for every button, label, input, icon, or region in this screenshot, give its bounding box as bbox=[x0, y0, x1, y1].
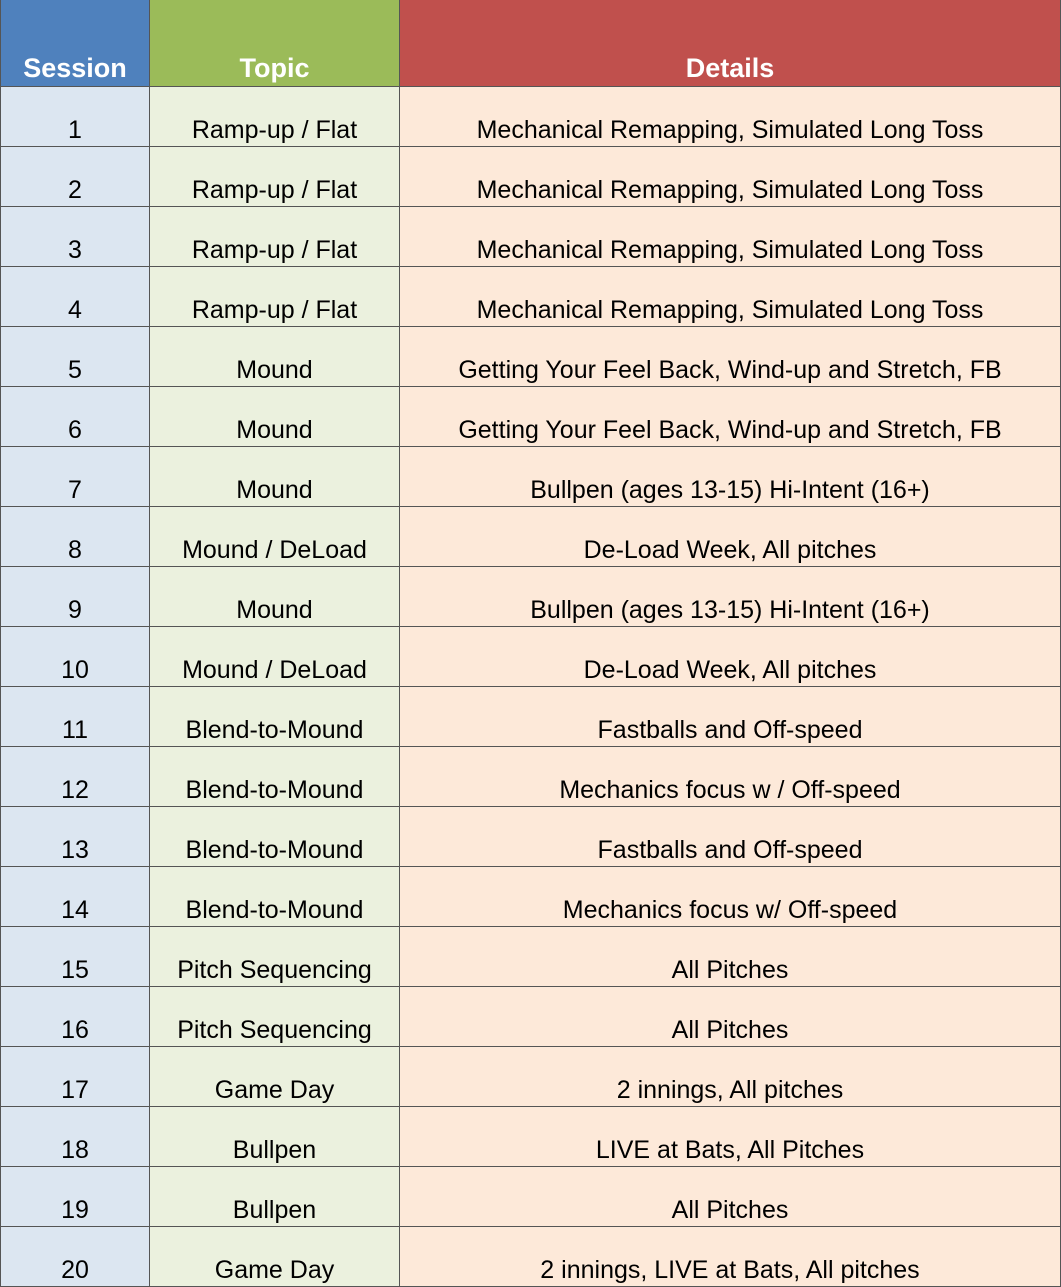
topic-cell: Mound bbox=[150, 327, 400, 387]
topic-cell: Pitch Sequencing bbox=[150, 927, 400, 987]
session-cell: 11 bbox=[1, 687, 150, 747]
details-cell: Fastballs and Off-speed bbox=[400, 687, 1061, 747]
details-cell: All Pitches bbox=[400, 927, 1061, 987]
topic-cell: Mound bbox=[150, 567, 400, 627]
table-row bbox=[1, 867, 1061, 927]
table-body bbox=[1, 87, 1061, 1287]
details-cell: 2 innings, LIVE at Bats, All pitches bbox=[400, 1227, 1061, 1287]
topic-cell: Blend-to-Mound bbox=[150, 687, 400, 747]
session-cell: 15 bbox=[1, 927, 150, 987]
table-row bbox=[1, 87, 1061, 147]
details-cell: Getting Your Feel Back, Wind-up and Stretch, FB bbox=[400, 327, 1061, 387]
session-cell: 5 bbox=[1, 327, 150, 387]
table-row bbox=[1, 807, 1061, 867]
table-row bbox=[1, 147, 1061, 207]
session-cell: 3 bbox=[1, 207, 150, 267]
topic-cell: Blend-to-Mound bbox=[150, 867, 400, 927]
topic-cell: Blend-to-Mound bbox=[150, 807, 400, 867]
topic-cell: Mound / DeLoad bbox=[150, 627, 400, 687]
details-cell: Mechanics focus w/ Off-speed bbox=[400, 867, 1061, 927]
table-row bbox=[1, 627, 1061, 687]
topic-cell: Bullpen bbox=[150, 1107, 400, 1167]
table-row bbox=[1, 987, 1061, 1047]
details-cell: Mechanical Remapping, Simulated Long Toss bbox=[400, 147, 1061, 207]
table-row bbox=[1, 207, 1061, 267]
table-header bbox=[1, 0, 1061, 87]
session-cell: 4 bbox=[1, 267, 150, 327]
topic-cell: Pitch Sequencing bbox=[150, 987, 400, 1047]
table-row bbox=[1, 327, 1061, 387]
details-cell: LIVE at Bats, All Pitches bbox=[400, 1107, 1061, 1167]
session-cell: 18 bbox=[1, 1107, 150, 1167]
details-cell: All Pitches bbox=[400, 987, 1061, 1047]
table-row bbox=[1, 927, 1061, 987]
topic-cell: Ramp-up / Flat bbox=[150, 147, 400, 207]
details-cell: Bullpen (ages 13-15) Hi-Intent (16+) bbox=[400, 567, 1061, 627]
topic-cell: Mound / DeLoad bbox=[150, 507, 400, 567]
table-row bbox=[1, 387, 1061, 447]
session-cell: 20 bbox=[1, 1227, 150, 1287]
session-cell: 10 bbox=[1, 627, 150, 687]
table-row bbox=[1, 687, 1061, 747]
details-cell: De-Load Week, All pitches bbox=[400, 627, 1061, 687]
details-cell: Mechanical Remapping, Simulated Long Toss bbox=[400, 207, 1061, 267]
session-cell: 9 bbox=[1, 567, 150, 627]
details-cell: All Pitches bbox=[400, 1167, 1061, 1227]
details-column-header: Details bbox=[400, 0, 1061, 87]
topic-cell: Mound bbox=[150, 447, 400, 507]
details-cell: 2 innings, All pitches bbox=[400, 1047, 1061, 1107]
details-cell: Bullpen (ages 13-15) Hi-Intent (16+) bbox=[400, 447, 1061, 507]
session-cell: 19 bbox=[1, 1167, 150, 1227]
details-cell: Getting Your Feel Back, Wind-up and Stretch, FB bbox=[400, 387, 1061, 447]
table-row bbox=[1, 1227, 1061, 1287]
session-cell: 13 bbox=[1, 807, 150, 867]
session-cell: 17 bbox=[1, 1047, 150, 1107]
session-cell: 2 bbox=[1, 147, 150, 207]
details-cell: Fastballs and Off-speed bbox=[400, 807, 1061, 867]
session-cell: 1 bbox=[1, 87, 150, 147]
table-row bbox=[1, 747, 1061, 807]
table-row bbox=[1, 1107, 1061, 1167]
session-cell: 8 bbox=[1, 507, 150, 567]
topic-cell: Ramp-up / Flat bbox=[150, 267, 400, 327]
session-cell: 7 bbox=[1, 447, 150, 507]
details-cell: Mechanics focus w / Off-speed bbox=[400, 747, 1061, 807]
table-row bbox=[1, 567, 1061, 627]
topic-cell: Blend-to-Mound bbox=[150, 747, 400, 807]
table-row bbox=[1, 267, 1061, 327]
topic-cell: Game Day bbox=[150, 1227, 400, 1287]
header-row bbox=[1, 0, 1061, 87]
session-cell: 14 bbox=[1, 867, 150, 927]
table-row bbox=[1, 507, 1061, 567]
table-row bbox=[1, 447, 1061, 507]
topic-cell: Mound bbox=[150, 387, 400, 447]
topic-cell: Bullpen bbox=[150, 1167, 400, 1227]
session-cell: 12 bbox=[1, 747, 150, 807]
table-row bbox=[1, 1047, 1061, 1107]
session-cell: 6 bbox=[1, 387, 150, 447]
topic-column-header: Topic bbox=[150, 0, 400, 87]
details-cell: Mechanical Remapping, Simulated Long Toss bbox=[400, 267, 1061, 327]
topic-cell: Game Day bbox=[150, 1047, 400, 1107]
session-cell: 16 bbox=[1, 987, 150, 1047]
details-cell: De-Load Week, All pitches bbox=[400, 507, 1061, 567]
table-row bbox=[1, 1167, 1061, 1227]
details-cell: Mechanical Remapping, Simulated Long Toss bbox=[400, 87, 1061, 147]
topic-cell: Ramp-up / Flat bbox=[150, 87, 400, 147]
topic-cell: Ramp-up / Flat bbox=[150, 207, 400, 267]
session-column-header: Session bbox=[1, 0, 150, 87]
